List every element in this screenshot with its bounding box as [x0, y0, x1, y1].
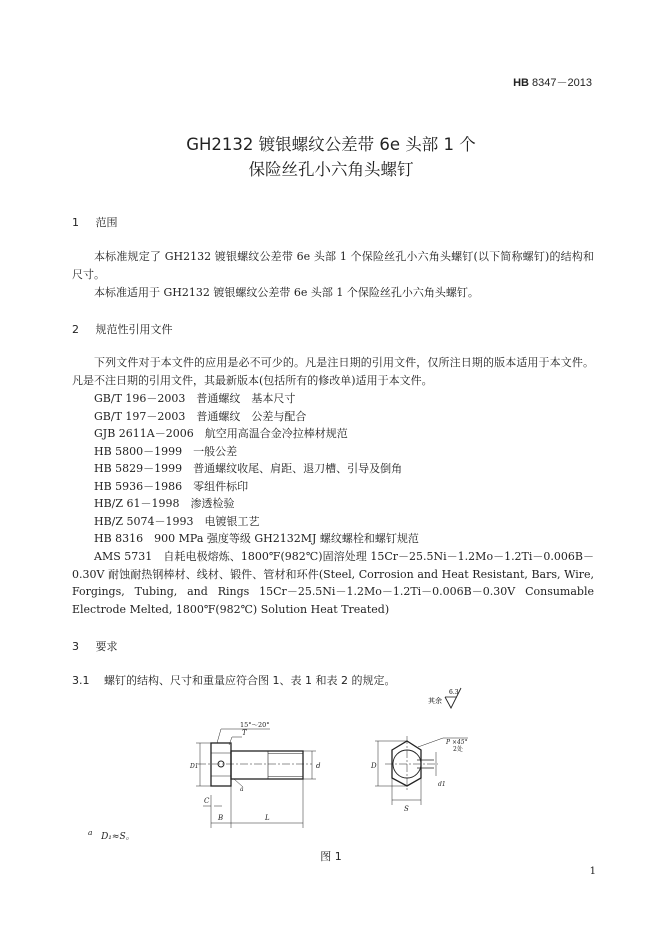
page-number: 1: [589, 866, 596, 877]
label-d1-side: D1: [190, 763, 199, 770]
reference-code: HB 5936－1986: [94, 480, 183, 493]
label-d-side: d: [316, 762, 321, 770]
reference-code: HB 5829－1999: [94, 462, 183, 475]
roughness-symbol: [428, 688, 461, 708]
figure-note-text: D₁≈S。: [101, 832, 135, 842]
figure-note-marker: a: [88, 828, 93, 837]
reference-code: GB/T 196－2003: [94, 392, 186, 405]
section-1-paragraph-2: 本标准适用于 GH2132 镀银螺纹公差带 6e 头部 1 个保险丝孔小六角头螺钉。: [94, 286, 479, 299]
label-a-marker: a: [240, 786, 244, 793]
reference-code: HB 8316: [94, 532, 144, 545]
section-1-title: 范围: [95, 216, 118, 229]
reference-code: HB 5800－1999: [94, 445, 183, 458]
reference-code: HB/Z 5074－1993: [94, 515, 194, 528]
label-p: P ×45°: [446, 739, 468, 746]
reference-title: 航空用高温合金冷拉棒材规范: [204, 427, 348, 440]
section-2-number: 2: [72, 323, 79, 336]
label-l: L: [265, 814, 270, 822]
label-d-end: D: [371, 762, 377, 770]
reference-title: 普通螺纹 公差与配合: [196, 410, 307, 423]
reference-title: 零组件标印: [193, 480, 249, 493]
roughness-value: 6.3: [449, 689, 459, 696]
label-d1-end: d1: [438, 781, 446, 788]
standard-prefix: HB: [513, 77, 529, 89]
title-line-1: GH2132 镀银螺纹公差带 6e 头部 1 个: [186, 135, 476, 154]
label-c: C: [204, 797, 210, 805]
screw-side-view: [196, 729, 316, 828]
label-p-two-places: 2处: [453, 746, 463, 753]
section-2-title: 规范性引用文件: [95, 323, 173, 336]
label-b: B: [218, 814, 224, 822]
reference-title: 一般公差: [193, 445, 238, 458]
reference-title: 普通螺纹收尾、肩距、退刀槽、引导及倒角: [193, 462, 403, 475]
reference-title: 渗透检验: [190, 497, 235, 510]
clause-3-1-text: 螺钉的结构、尺寸和重量应符合图 1、表 1 和表 2 的规定。: [104, 674, 396, 687]
angle-label: 15°～20°: [240, 721, 270, 729]
side-view-labels: [189, 721, 321, 822]
label-s: S: [404, 805, 409, 813]
section-3-number: 3: [72, 640, 79, 653]
figure-note: [88, 828, 135, 842]
section-2-intro: 下列文件对于本文件的应用是必不可少的。凡是注日期的引用文件，仅所注日期的版本适用于本文件。凡是不注日期的引用文件，其最新版本(包括所有的修改单)适用于本文件。: [72, 356, 594, 387]
end-view-labels: [370, 739, 468, 813]
title-line-2: 保险丝孔小六角头螺钉: [248, 160, 414, 179]
figure-caption: 图 1: [320, 850, 342, 863]
roughness-rest-label: 其余: [428, 697, 442, 705]
section-1-number: 1: [72, 216, 79, 229]
reference-title: 电镀银工艺: [204, 515, 260, 528]
section-1-paragraph-1: 本标准规定了 GH2132 镀银螺纹公差带 6e 头部 1 个保险丝孔小六角头螺钉(以下简称螺钉)的结构和尺寸。: [72, 250, 594, 281]
reference-title: 900 MPa 强度等级 GH2132MJ 螺纹螺栓和螺钉规范: [154, 532, 419, 545]
clause-3-1-number: 3.1: [72, 674, 90, 687]
reference-code: GB/T 197－2003: [94, 410, 186, 423]
reference-ams-5731: AMS 5731 自耗电极熔炼、1800℉(982℃)固溶处理 15Cr－25.5Ni－1.2Mo－1.2Ti－0.006B－0.30V 耐蚀耐热钢棒材、线材、锻件、管材和环件(Steel, Corrosion and Heat Resistant, Bars, Wire, Forgings, Tubing, and Rings 15Cr－25.5Ni－1.2Mo－1.2Ti－0.006B－0.30V Consumable Electrode Melted, 1800℉(982℃) Solution Heat Treated): [72, 550, 594, 616]
reference-code: HB/Z 61－1998: [94, 497, 180, 510]
reference-title: 普通螺纹 基本尺寸: [196, 392, 296, 405]
standard-code: 8347－2013: [532, 77, 592, 89]
label-t: T: [242, 729, 247, 737]
reference-code: GJB 2611A－2006: [94, 427, 194, 440]
section-3-title: 要求: [95, 640, 118, 653]
